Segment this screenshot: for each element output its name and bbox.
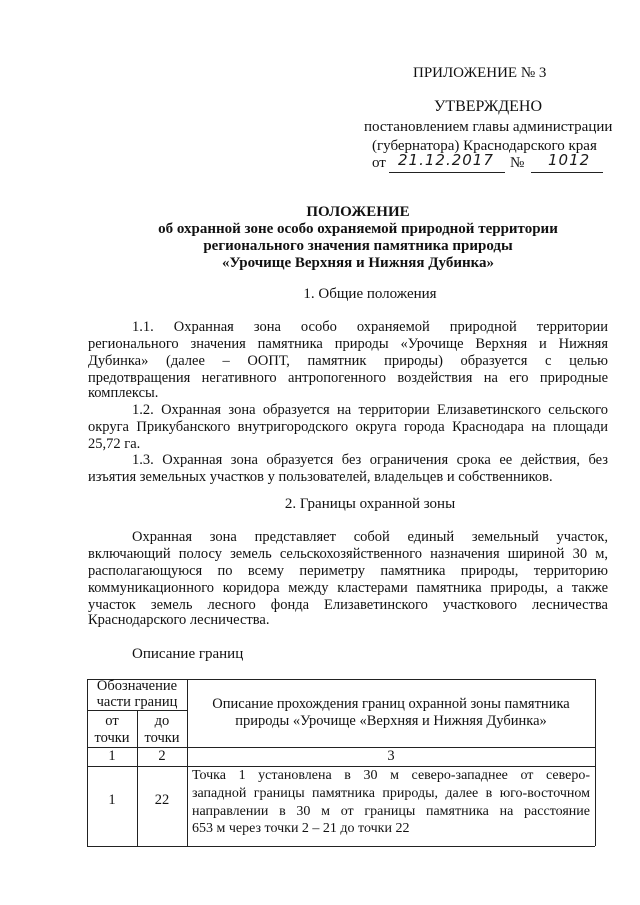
number-underline xyxy=(531,172,603,173)
header-to-point: точки xyxy=(144,730,180,746)
paragraph-2-line: участок земель лесного фонда Елизаветинского участкового лесничества xyxy=(88,597,608,613)
paragraph-1-1-line: комплексы. xyxy=(88,385,159,401)
row-description-line: 653 м через точки 2 – 21 до точки 22 xyxy=(192,821,410,836)
title-line-4: «Урочище Верхняя и Нижняя Дубинка» xyxy=(221,255,495,271)
section-2-heading: 2. Границы охранной зоны xyxy=(284,496,456,512)
row-description-line: западной границы памятника природы, далее в юго-восточном xyxy=(192,786,590,801)
paragraph-1-1-line: регионального значения памятника природы «Урочище Верхняя и Нижняя xyxy=(88,336,608,352)
boundaries-label: Описание границ xyxy=(132,646,244,662)
appendix-number: ПРИЛОЖЕНИЕ № 3 xyxy=(413,65,547,81)
table-rule xyxy=(595,679,596,846)
paragraph-1-3-line: изъятия земельных участков у пользователей, владельцев и собственников. xyxy=(88,469,553,485)
paragraph-2-line: Краснодарского лесничества. xyxy=(88,612,270,628)
approved-stamp-label: УТВЕРЖДЕНО xyxy=(434,98,543,115)
row-description-line: Точка 1 установлена в 30 м северо-западнее от северо- xyxy=(192,768,590,783)
header-designation: части границ xyxy=(96,694,178,710)
header-designation: Обозначение xyxy=(96,678,178,694)
row-description-line: направлении в 30 м от границы памятника на расстояние xyxy=(192,804,590,819)
date-handwritten: 21.12.2017 xyxy=(398,151,494,169)
resolution-line-2: (губернатора) Краснодарского края xyxy=(372,138,597,154)
column-number: 1 xyxy=(108,748,116,764)
column-number: 2 xyxy=(158,748,166,764)
paragraph-1-2-line: округа Прикубанского внутригородского округа города Краснодара на площади xyxy=(88,419,608,435)
paragraph-1-2-line: 25,72 га. xyxy=(88,436,141,452)
header-description: Описание прохождения границ охранной зоны памятника xyxy=(212,696,570,712)
document-title: ПОЛОЖЕНИЕ xyxy=(306,204,410,220)
resolution-line-1: постановлением главы администрации xyxy=(364,119,613,135)
header-description: природы «Урочище «Верхняя и Нижняя Дубинка» xyxy=(235,713,547,729)
paragraph-1-1-line: 1.1. Охранная зона особо охраняемой природной территории xyxy=(132,319,608,335)
paragraph-1-2-line: 1.2. Охранная зона образуется на территории Елизаветинского сельского xyxy=(132,402,608,418)
paragraph-2-line: коммуникационного коридора между кластерами памятника природы, а также xyxy=(88,580,608,596)
number-handwritten: 1012 xyxy=(548,151,591,169)
date-underline xyxy=(389,172,505,173)
row-from-point: 1 xyxy=(108,792,116,808)
header-from-point: точки xyxy=(94,730,130,746)
paragraph-2-line: располагающуюся по всему периметру памятника природы, территорию xyxy=(88,563,608,579)
section-1-heading: 1. Общие положения xyxy=(303,286,437,302)
date-prefix: от xyxy=(372,155,386,171)
header-from-point: от xyxy=(105,713,119,729)
title-line-2: об охранной зоне особо охраняемой природной территории xyxy=(158,221,558,237)
paragraph-1-1-line: предотвращения негативного антропогенного воздействия на его природные xyxy=(88,370,608,386)
header-to-point: до xyxy=(154,713,170,729)
paragraph-1-3-line: 1.3. Охранная зона образуется без ограничения срока ее действия, без xyxy=(132,452,608,468)
paragraph-1-1-line: Дубинка» (далее – ООПТ, памятник природы) образуется с целью xyxy=(88,353,608,369)
paragraph-2-line: Охранная зона представляет собой единый земельный участок, xyxy=(132,529,608,545)
table-rule xyxy=(87,846,595,847)
row-to-point: 22 xyxy=(154,792,170,808)
title-line-3: регионального значения памятника природы xyxy=(203,238,513,254)
paragraph-2-line: включающий полосу земель сельскохозяйственного назначения шириной 30 м, xyxy=(88,546,608,562)
number-prefix: № xyxy=(510,155,525,171)
column-number: 3 xyxy=(387,748,395,764)
